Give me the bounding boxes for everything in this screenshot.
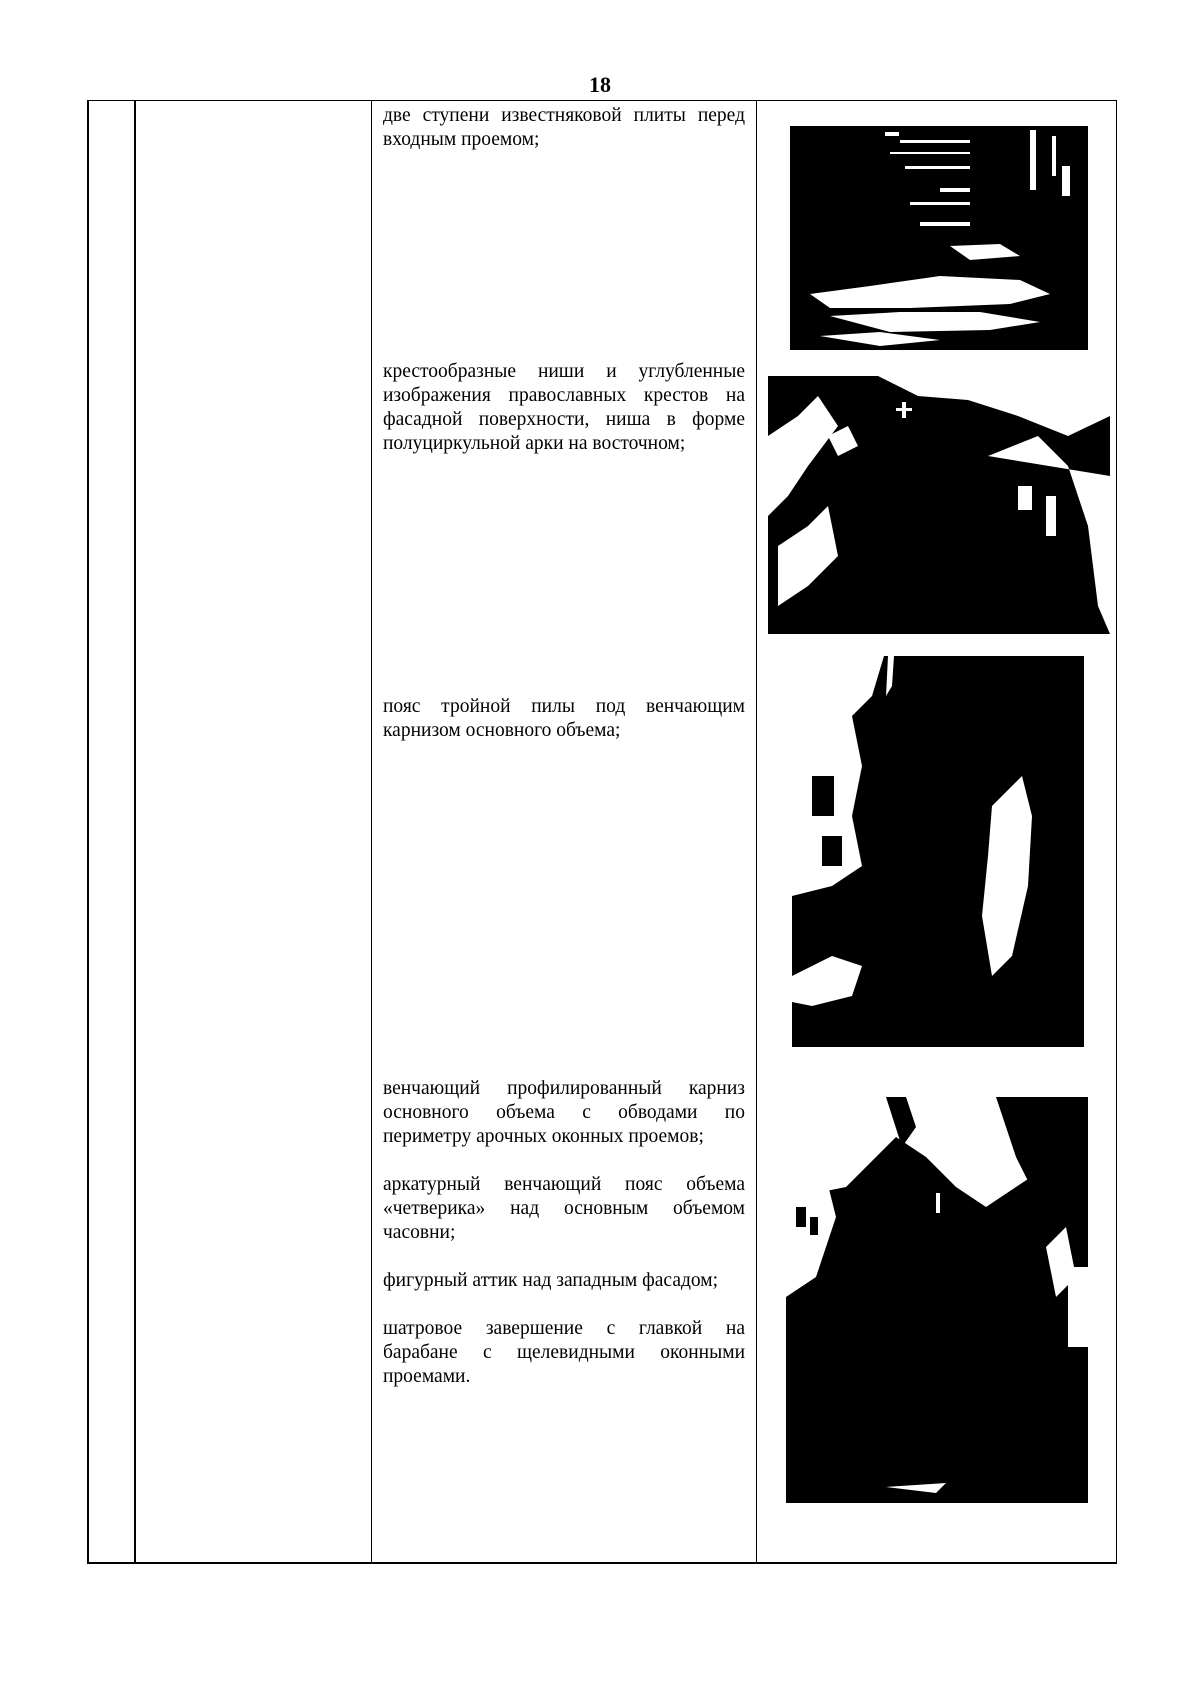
description-item: крестообразные ниши и углубленные изображения православных крестов на фасадной поверхности, ниша в форме полуциркульной арки на восточном; (383, 361, 745, 454)
description-item: пояс тройной пилы под венчающим карнизом основного объема; (383, 696, 745, 741)
photo-steps-icon (790, 126, 1088, 350)
photo-chapel-roof-icon (786, 1097, 1088, 1503)
element-description (383, 360, 745, 480)
element-description (383, 104, 745, 176)
description-item: шатровое завершение с главкой на барабане с щелевидными оконными проемами. (383, 1318, 745, 1387)
table-column-divider (756, 100, 757, 1564)
page-number: 18 (589, 72, 611, 97)
element-description (383, 695, 745, 767)
description-item: фигурный аттик над западным фасадом; (383, 1270, 719, 1291)
table-column-divider (371, 100, 372, 1564)
photo-saw-belt-icon (792, 656, 1084, 1047)
photo-facade-niches-icon (768, 376, 1110, 634)
table-column-divider (134, 100, 136, 1564)
element-description (383, 1077, 745, 1413)
description-item: аркатурный венчающий пояс объема «четверика» над основным объемом часовни; (383, 1174, 745, 1243)
description-item: венчающий профилированный карниз основного объема с обводами по периметру арочных оконных проемов; (383, 1078, 745, 1147)
description-item: две ступени известняковой плиты перед входным проемом; (383, 105, 745, 150)
